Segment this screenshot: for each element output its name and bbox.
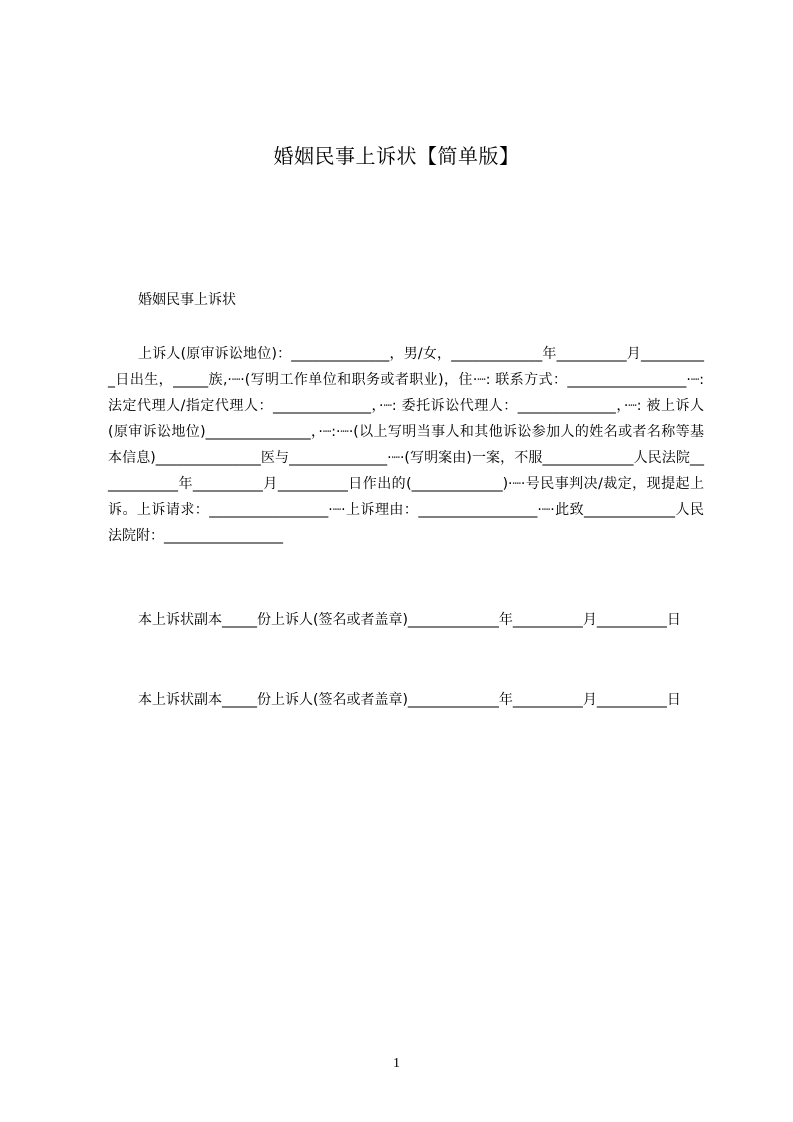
copy-statement-paragraph: 本上诉状副本_____份上诉人(签名或者盖章)_____________年__________月__________日 — [138, 612, 681, 628]
page-number: 1 — [393, 1056, 400, 1071]
document-subtitle: 婚姻民事上诉状 — [138, 292, 236, 308]
copy-statement-paragraph-repeat: 本上诉状副本_____份上诉人(签名或者盖章)_____________年__________月__________日 — [138, 692, 681, 708]
appeal-body-paragraph: 上诉人(原审诉讼地位)：______________，男/女，_____________年__________月__________日出生，_____族,·┈·(写明工作单位和职务或者职业)，住·┈꞉ 联系方式：_________________·┈꞉ 法定代理人/指定代理人：______________，·┈꞉ 委托诉讼代理人：______________，·┈꞉ 被上诉人(原审诉讼地位)_______________，·┈꞉·┈·(以上写明当事人和其他诉讼参加人的姓名或者名称等基本信息)_______________医与______________·┈·(写明案由)一案，不服_____________人民法院____________年__________月__________日作出的(_____________)·┈·号民事判决/裁定，现提起上诉。上诉请求：_________________·┈·上诉理由：_________________·┈·此致_____________人民法院附：_________________ — [108, 346, 704, 544]
page-title: 婚姻民事上诉状【简单版】 — [273, 144, 520, 168]
